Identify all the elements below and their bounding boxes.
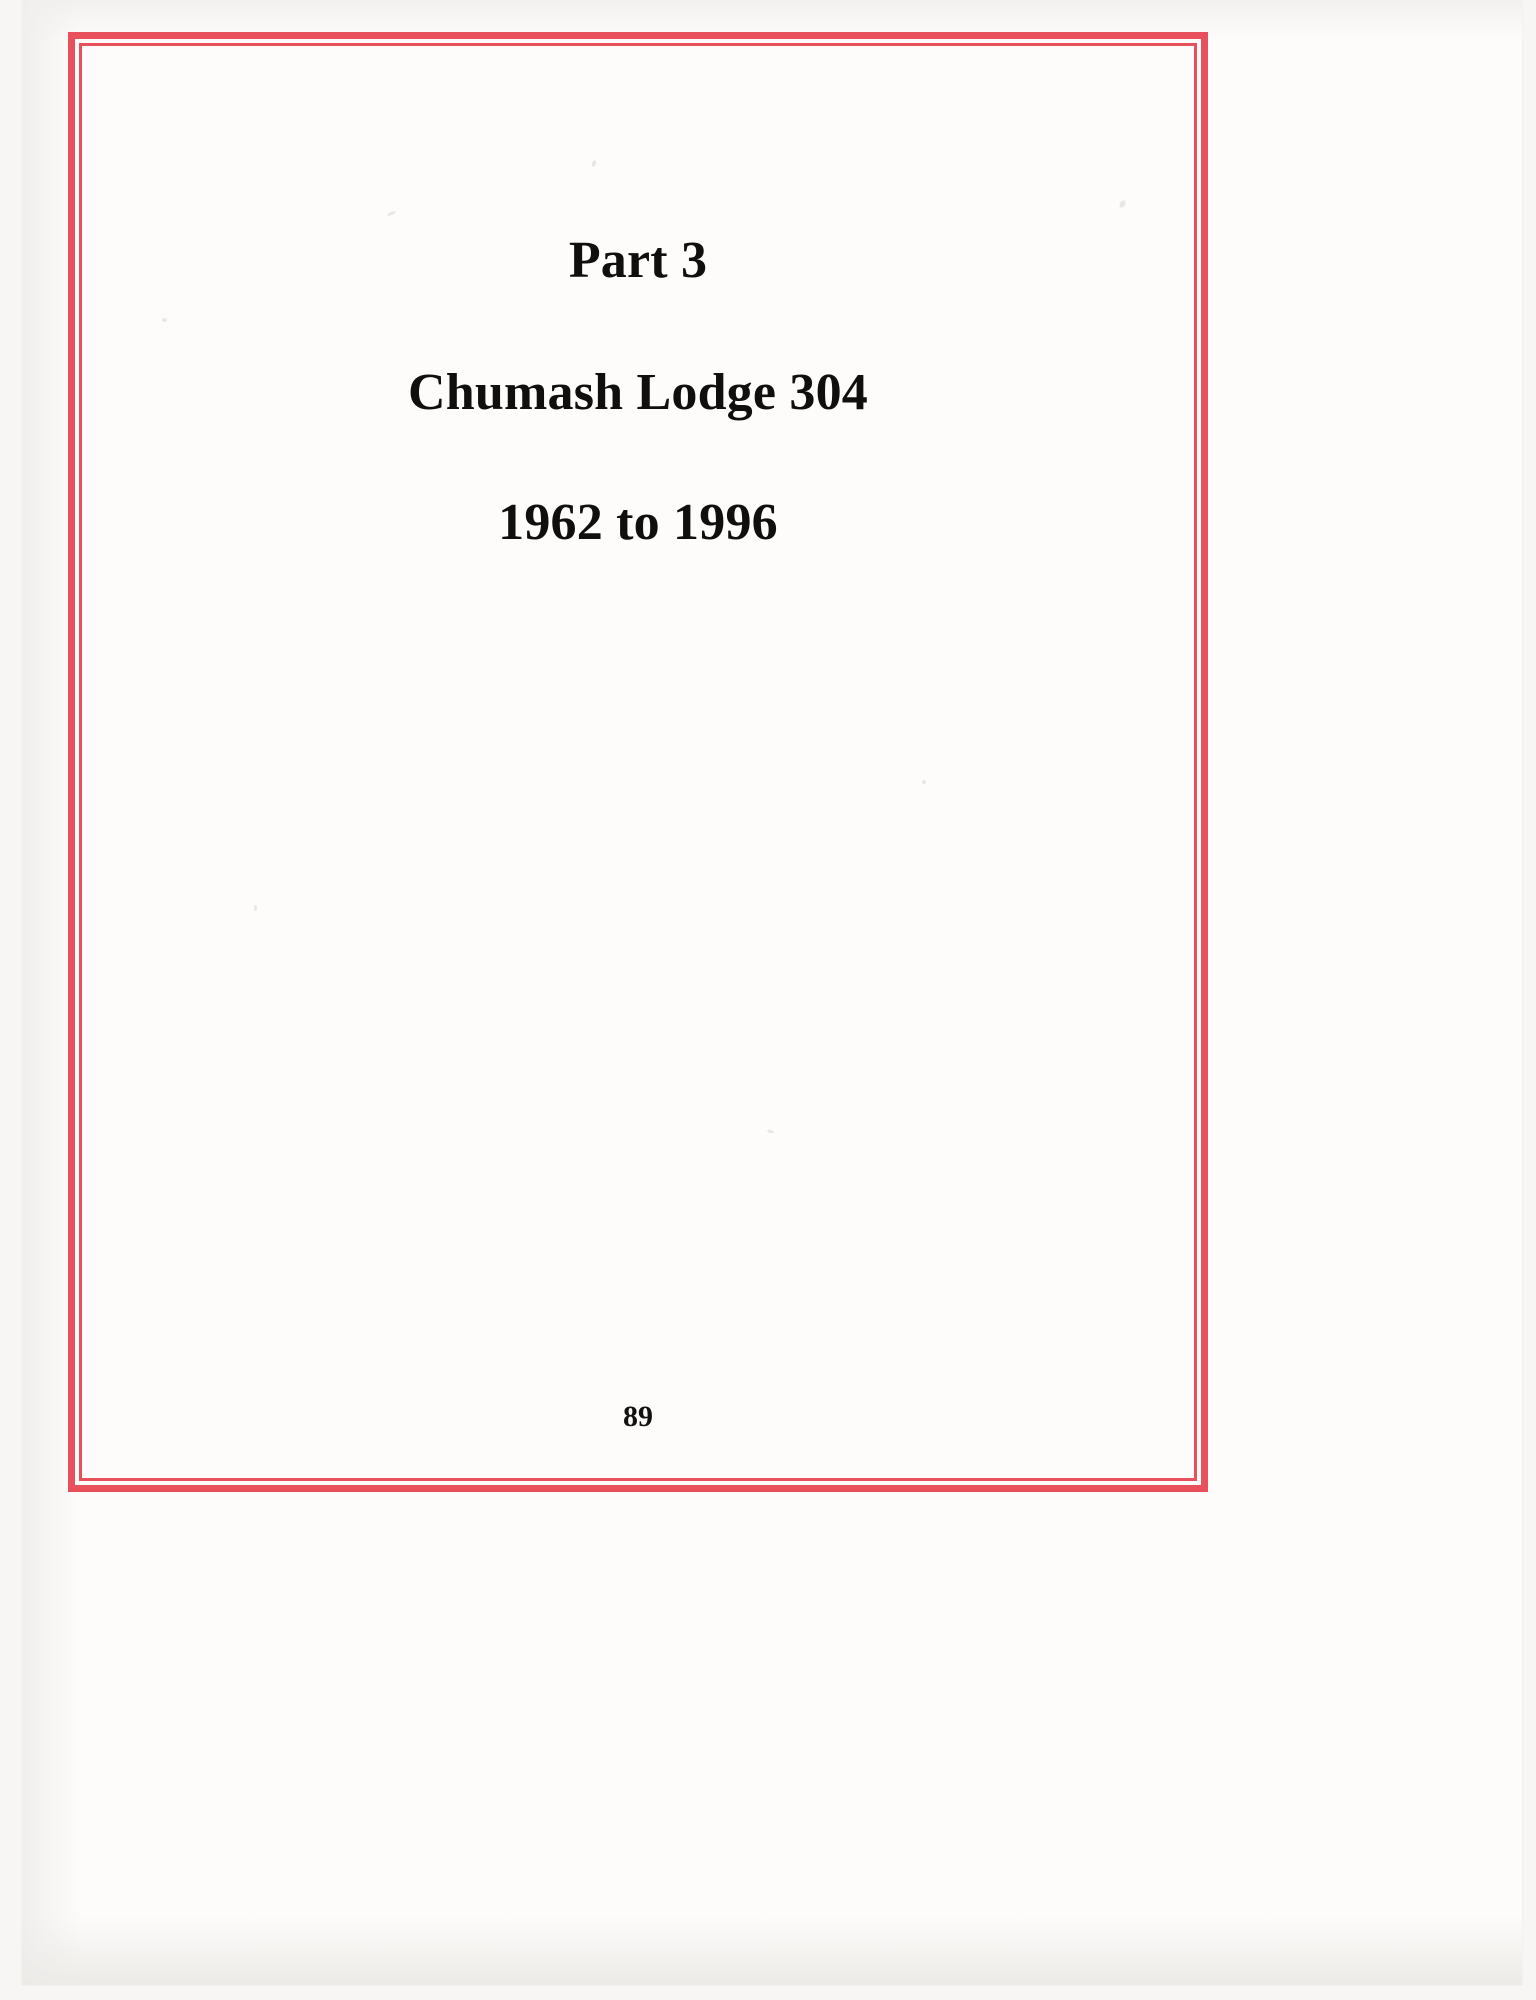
page-sheet: [22, 0, 1522, 1985]
title-block: [79, 230, 1197, 554]
date-range: 1962 to 1996: [498, 494, 778, 551]
paper-shading-bottom: [22, 1915, 1522, 1985]
lodge-title: Chumash Lodge 304: [408, 364, 868, 421]
part-heading: Part 3: [568, 232, 708, 289]
page-number: 89: [623, 1400, 653, 1433]
